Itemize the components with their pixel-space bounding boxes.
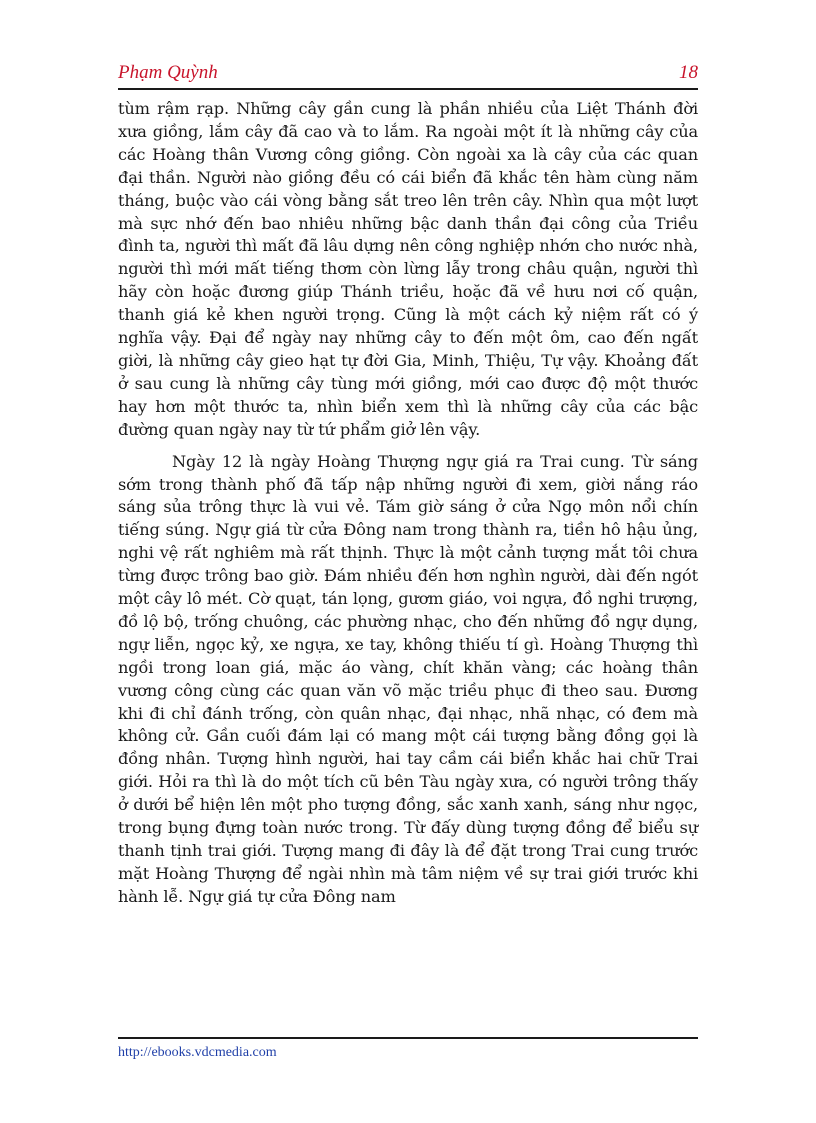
paragraph-1: tùm rậm rạp. Những cây gần cung là phần nhiều của Liệt Thánh đời xưa giồng, lắm cây đã cao và to lắm. Ra ngoài một ít là những cây của các Hoàng thân Vương công giồng. Còn ngoài xa là cây của các quan đại thần. Người nào giồng đều có cái biển đã khắc tên hàm cùng năm tháng, buộc vào cái vòng bằng sắt treo lên trên cây. Nhìn qua một lượt mà sực nhớ đến bao nhiêu những bậc danh thần đại công của Triều đình ta, người thì mất đã lâu dựng nên công nghiệp nhớn cho nước nhà, người thì mới mất tiếng thơm còn lừng lẫy trong châu quận, người thì hãy còn hoặc đương giúp Thánh triều, hoặc đã về hưu nơi cố quận, thanh giá kẻ khen người trọng. Cũng là một cách kỷ niệm rất có ý nghĩa vậy. Đại để ngày nay những cây to đến một ôm, cao đến ngất giời, là những cây gieo hạt tự đời Gia, Minh, Thiệu, Tự vậy. Khoảng đất ở sau cung là những cây tùng mới giồng, mới cao được độ một thước hay hơn một thước ta, nhìn biển xem thì là những cây của các bậc đường quan ngày nay từ tứ phẩm giở lên vậy. bbox=[118, 99, 698, 439]
page-header bbox=[118, 60, 698, 90]
header-author: Phạm Quỳnh bbox=[118, 62, 218, 83]
paragraph-2: Ngày 12 là ngày Hoàng Thượng ngự giá ra Trai cung. Từ sáng sớm trong thành phố đã tấp nập những người đi xem, giời nắng ráo sáng sủa trông thực là vui vẻ. Tám giờ sáng ở cửa Ngọ môn nổi chín tiếng súng. Ngự giá từ cửa Đông nam trong thành ra, tiền hô hậu ủng, nghi vệ rất nghiêm mà rất thịnh. Thực là một cảnh tượng mắt tôi chưa từng được trông bao giờ. Đám nhiều đến hơn nghìn người, dài đến ngót một cây lô mét. Cờ quạt, tán lọng, gươm giáo, voi ngựa, đồ nghi trượng, đồ lộ bộ, trống chuông, các phường nhạc, cho đến những đồ ngự dụng, ngự liễn, ngọc kỷ, xe ngựa, xe tay, không thiếu tí gì. Hoàng Thượng thì ngồi trong loan giá, mặc áo vàng, chít khăn vàng; các hoàng thân vương công cùng các quan văn võ mặc triều phục đi theo sau. Đương khi đi chỉ đánh trống, còn quân nhạc, đại nhạc, nhã nhạc, có đem mà không cử. Gần cuối đám lại có mang một cái tượng bằng đồng gọi là đồng nhân. Tượng hình người, hai tay cầm cái biển khắc hai chữ Trai giới. Hỏi ra thì là do một tích cũ bên Tàu ngày xưa, có người trông thấy ở dưới bể hiện lên một pho tượng đồng, sắc xanh xanh, sáng như ngọc, trong bụng đựng toàn nước trong. Từ đấy dùng tượng đồng để biểu sự thanh tịnh trai giới. Tượng mang đi đây là để đặt trong Trai cung trước mặt Hoàng Thượng để ngài nhìn mà tâm niệm về sự trai giới trước khi hành lễ. Ngự giá tự cửa Đông nam bbox=[118, 451, 698, 906]
page-footer bbox=[118, 1037, 698, 1061]
page-number: 18 bbox=[679, 62, 698, 83]
page-body bbox=[118, 98, 698, 909]
footer-link[interactable]: http://ebooks.vdcmedia.com bbox=[118, 1045, 277, 1060]
